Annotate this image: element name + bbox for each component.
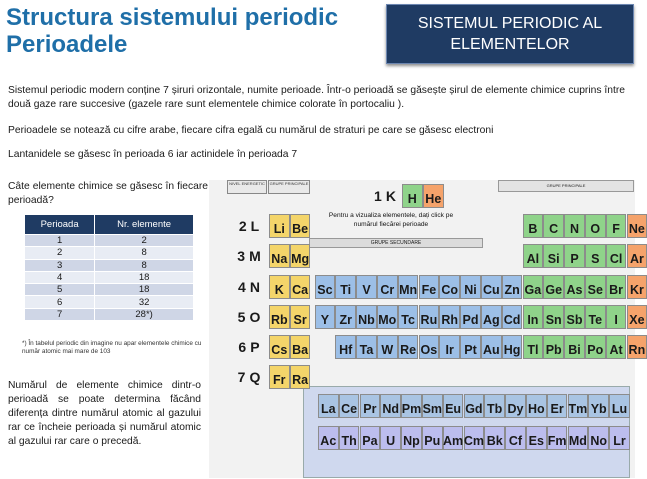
element-rn: Rn [627,335,647,359]
element-ir: Ir [439,335,460,359]
table-row [25,235,194,247]
table-cell: 5 [25,284,95,296]
shell-letter: Q [249,369,261,385]
element-sn: Sn [543,305,564,329]
period-button-1[interactable] [369,184,401,208]
element-y: Y [315,305,336,329]
element-u: U [380,426,401,450]
element-cl: Cl [606,244,627,268]
element-be: Be [290,214,311,238]
period-button-7[interactable] [229,365,269,389]
element-ti: Ti [335,275,356,299]
note-text: Numărul de elemente chimice dintr-o perioadă se poate determina făcând diferența dintre numărul atomic al gazului rar ce încheie perioada și numărul atomic al gazului rar care o precedă. [8,380,201,447]
table-row [25,284,194,296]
element-ni: Ni [460,275,481,299]
element-ne: Ne [627,214,647,238]
element-ce: Ce [339,394,360,418]
element-al: Al [523,244,544,268]
paragraph-periods: Sistemul periodic modern conține 7 șiruri orizontale, numite perioade. Într-o perioadă se găsește șirul de elemente chimice cuprins între două gaze rare succesive (gazele rare sunt elementele chimice colorate în portocaliu ). [8,85,625,110]
element-yb: Yb [588,394,609,418]
period-number: 2 [238,218,247,234]
element-mn: Mn [398,275,419,299]
element-dy: Dy [505,394,526,418]
shell-letter: L [250,218,260,234]
table-row [25,308,194,320]
table-row [25,271,194,283]
element-th: Th [339,426,360,450]
element-rh: Rh [439,305,460,329]
element-sb: Sb [564,305,585,329]
table-cell: 3 [25,259,95,271]
element-p: P [564,244,585,268]
table-cell: 4 [25,271,95,283]
table-row [25,296,194,308]
element-in: In [523,305,544,329]
element-ra: Ra [290,365,311,389]
table-cell: 18 [95,284,194,296]
title-line-1: Structura sistemului periodic [6,4,339,31]
element-hg: Hg [502,335,523,359]
header-groups-label: GRUPE PRINCIPALE [268,180,310,194]
element-f: F [606,214,627,238]
element-tb: Tb [484,394,505,418]
element-tc: Tc [398,305,419,329]
element-fm: Fm [547,426,568,450]
table-row [25,247,194,259]
header-secondary-groups: GRUPE SECUNDARE [309,238,483,248]
element-as: As [564,275,585,299]
element-br: Br [606,275,627,299]
table-cell: 6 [25,296,95,308]
element-es: Es [526,426,547,450]
table-cell: 2 [25,247,95,259]
element-os: Os [419,335,440,359]
paragraph-notation: Perioadele se notează cu cifre arabe, fiecare cifra egală cu numărul de straturi pe care se găsesc electroni [8,125,494,136]
element-i: I [606,305,627,329]
element-bi: Bi [564,335,585,359]
element-rb: Rb [269,305,290,329]
element-mg: Mg [290,244,311,268]
element-h: H [402,184,423,208]
table-cell: 32 [95,296,194,308]
period-button-2[interactable] [229,214,269,238]
shell-letter: P [250,339,260,355]
element-n: N [564,214,585,238]
paragraph-lanthanides: Lantanidele se găsesc în perioada 6 iar actinidele în perioada 7 [8,149,298,160]
element-cm: Cm [464,426,485,450]
table-footnote: *) În tabelul periodic din imagine nu apar elementele chimice cu număr atomic mai mare de 103 [22,340,202,355]
element-kr: Kr [627,275,647,299]
element-he: He [423,184,444,208]
element-c: C [543,214,564,238]
element-mo: Mo [377,305,398,329]
element-ta: Ta [356,335,377,359]
page-title [6,4,386,58]
element-er: Er [547,394,568,418]
element-pa: Pa [360,426,381,450]
element-ca: Ca [290,275,311,299]
element-ru: Ru [419,305,440,329]
period-number: 3 [237,248,246,264]
element-fr: Fr [269,365,290,389]
period-button-4[interactable] [229,275,269,299]
element-w: W [377,335,398,359]
element-nd: Nd [380,394,401,418]
period-number: 4 [238,279,246,295]
element-xe: Xe [627,305,647,329]
element-pd: Pd [460,305,481,329]
element-ac: Ac [318,426,339,450]
header-level-label: NIVEL ENERGETIC [227,180,267,194]
element-eu: Eu [443,394,464,418]
table-cell: 1 [25,235,95,247]
table-header-period: Perioada [25,215,95,235]
element-md: Md [568,426,589,450]
element-am: Am [443,426,464,450]
element-gd: Gd [464,394,485,418]
element-au: Au [481,335,502,359]
element-cr: Cr [377,275,398,299]
element-te: Te [585,305,606,329]
element-zn: Zn [502,275,523,299]
element-b: B [523,214,544,238]
title-line-2: Perioadele [6,31,128,58]
period-number: 7 [237,369,246,385]
table-header-count: Nr. elemente [95,215,194,235]
element-cu: Cu [481,275,502,299]
element-at: At [606,335,627,359]
element-lu: Lu [609,394,630,418]
period-number: 5 [237,309,246,325]
header-main-groups-right: GRUPE PRINCIPALE [498,180,634,192]
table-cell: 8 [95,247,194,259]
element-v: V [356,275,377,299]
element-la: La [318,394,339,418]
element-pm: Pm [401,394,422,418]
table-cell: 18 [95,271,194,283]
element-sc: Sc [315,275,336,299]
element-ga: Ga [523,275,544,299]
table-cell: 2 [95,235,194,247]
element-li: Li [269,214,290,238]
period-button-3[interactable] [229,244,269,268]
shell-letter: M [249,248,261,264]
element-ge: Ge [543,275,564,299]
element-no: No [588,426,609,450]
element-ba: Ba [290,335,311,359]
element-pr: Pr [360,394,381,418]
period-button-5[interactable] [229,305,269,329]
shell-letter: K [385,188,396,204]
element-ho: Ho [526,394,547,418]
question-text: Câte elemente chimice se găsesc în fiecare perioadă? [8,181,208,206]
table-row [25,259,194,271]
element-k: K [269,275,290,299]
shell-letter: N [249,279,260,295]
element-tl: Tl [523,335,544,359]
element-re: Re [398,335,419,359]
element-zr: Zr [335,305,356,329]
shell-letter: O [249,309,261,325]
element-pt: Pt [460,335,481,359]
element-pb: Pb [543,335,564,359]
element-nb: Nb [356,305,377,329]
element-se: Se [585,275,606,299]
element-s: S [585,244,606,268]
period-number: 6 [238,339,247,355]
element-si: Si [543,244,564,268]
element-cd: Cd [502,305,523,329]
table-cell: 8 [95,259,194,271]
period-button-6[interactable] [229,335,269,359]
element-np: Np [401,426,422,450]
element-o: O [585,214,606,238]
element-cf: Cf [505,426,526,450]
element-na: Na [269,244,290,268]
element-lr: Lr [609,426,630,450]
element-tm: Tm [568,394,589,418]
table-cell: 28*) [95,308,194,320]
element-pu: Pu [422,426,443,450]
periodic-info-text: Pentru a vizualiza elementele, dați click pe numărul fiecărei perioade [328,212,454,228]
element-ag: Ag [481,305,502,329]
element-sm: Sm [422,394,443,418]
element-ar: Ar [627,244,647,268]
element-po: Po [585,335,606,359]
element-hf: Hf [335,335,356,359]
table-cell: 7 [25,308,95,320]
element-cs: Cs [269,335,290,359]
element-co: Co [439,275,460,299]
period-number: 1 [374,188,382,204]
element-sr: Sr [290,305,311,329]
element-fe: Fe [419,275,440,299]
periods-table [24,214,194,321]
element-bk: Bk [484,426,505,450]
section-badge: SISTEMUL PERIODIC AL ELEMENTELOR [386,4,634,64]
